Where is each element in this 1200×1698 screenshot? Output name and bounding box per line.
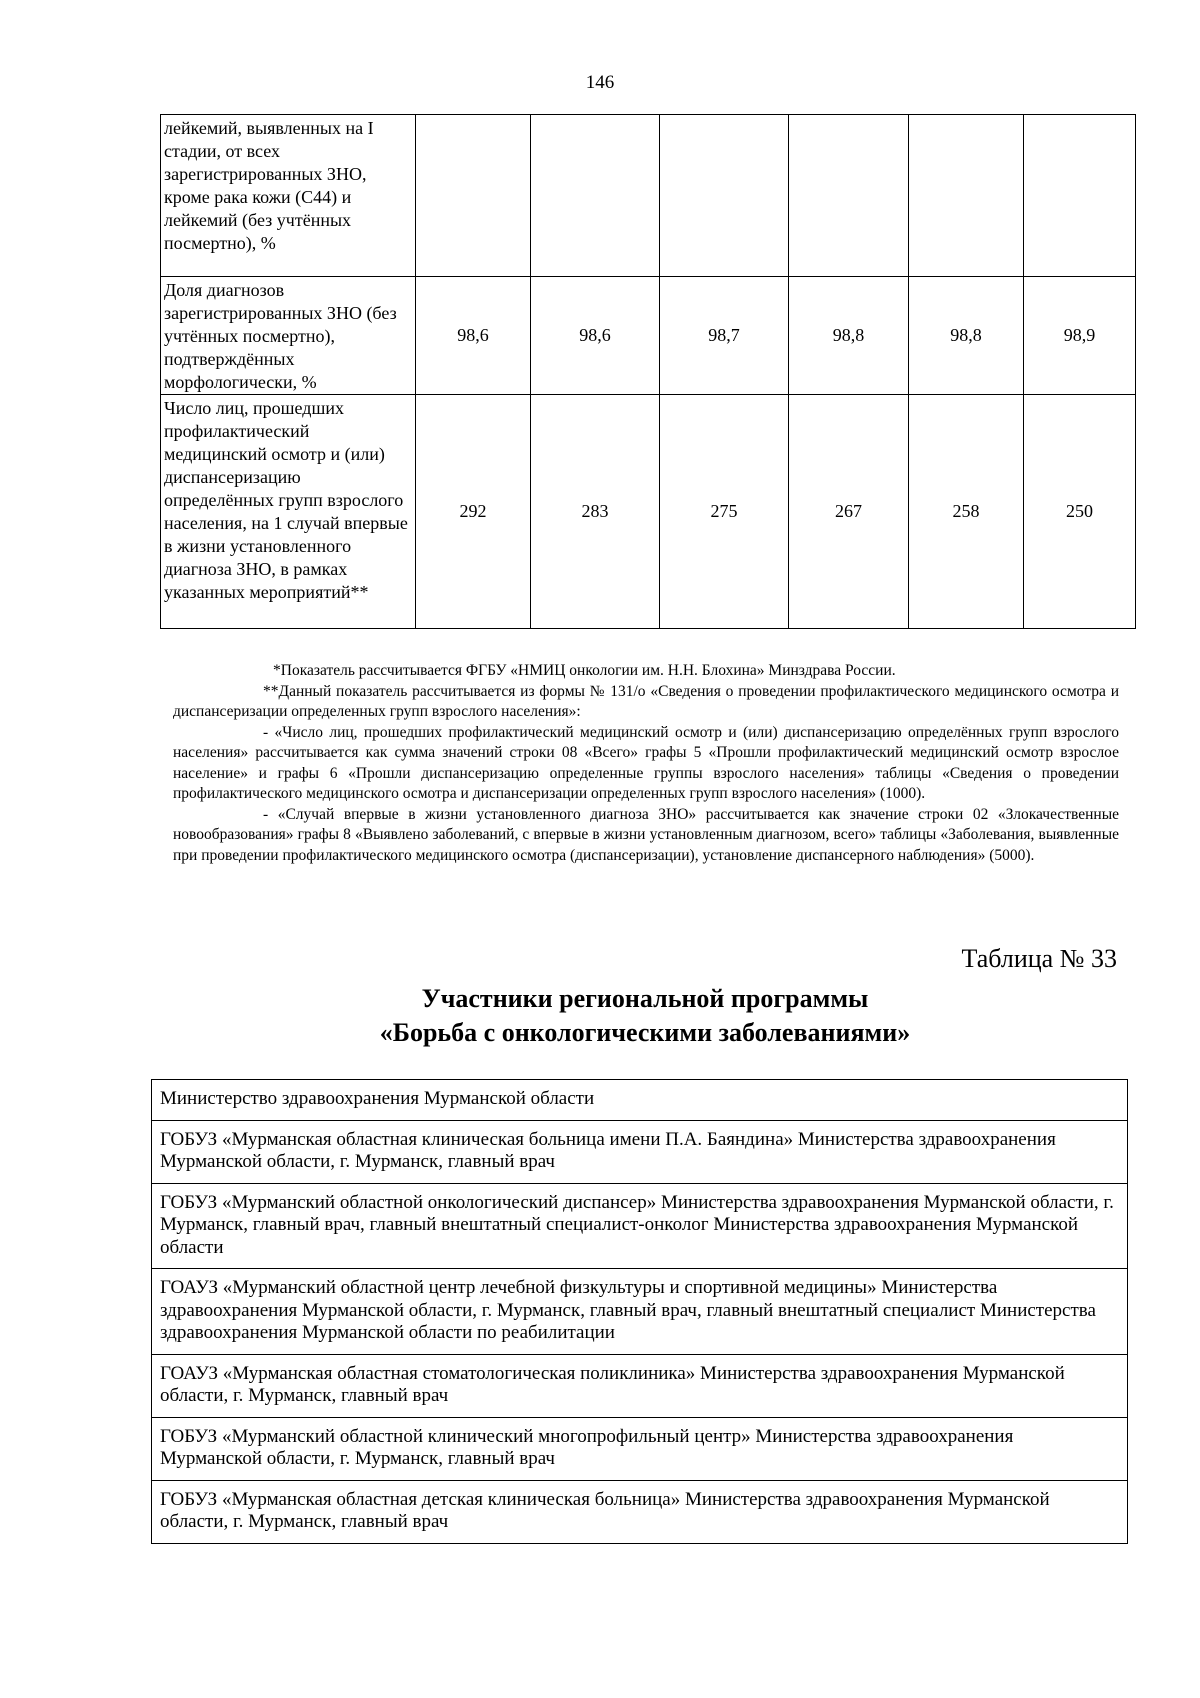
indicator-value: 267 (789, 395, 909, 629)
table-row (152, 1120, 1128, 1183)
indicator-value (531, 115, 660, 277)
participant-cell: ГОБУЗ «Мурманский областной клинический многопрофильный центр» Министерства здравоохранения Мурманской области, г. Мурманск, главный врач (152, 1417, 1128, 1480)
indicator-value: 258 (909, 395, 1024, 629)
indicator-value: 98,6 (416, 277, 531, 395)
footnote: - «Случай впервые в жизни установленного диагноза ЗНО» рассчитывается как значение строки 02 «Злокачественные новообразования» графы 8 «Выявлено заболеваний, с впервые в жизни установленным диагнозом, всего» таблицы «Заболевания, выявленные при проведении профилактического медицинского осмотра (диспансеризации), установление диспансерного наблюдения» (5000). (173, 805, 1119, 864)
footnotes (173, 661, 1119, 866)
footnote: *Показатель рассчитывается ФГБУ «НМИЦ онкологии им. Н.Н. Блохина» Минздрава России. (273, 662, 896, 679)
indicator-value: 292 (416, 395, 531, 629)
participant-cell: ГОБУЗ «Мурманский областной онкологический диспансер» Министерства здравоохранения Мурманской области, г. Мурманск, главный врач, главный внештатный специалист-онколог Министерства здравоохранения Мурманской области (152, 1183, 1128, 1269)
table-row (152, 1480, 1128, 1543)
table-row (161, 277, 1136, 395)
participant-cell: ГОАУЗ «Мурманский областной центр лечебной физкультуры и спортивной медицины» Министерства здравоохранения Мурманской области, г. Мурманск, главный врач, главный внештатный специалист Министерства здравоохранения Мурманской области по реабилитации (152, 1269, 1128, 1355)
footnote: - «Число лиц, прошедших профилактический медицинский осмотр и (или) диспансеризацию определённых групп взрослого населения» рассчитывается как сумма значений строки 08 «Всего» графы 5 «Прошли профилактический медицинский осмотр взрослое население» и графы 6 «Прошли диспансеризацию определенные группы взрослого населения» таблицы «Сведения о проведении профилактического медицинского осмотра и диспансеризации определенных групп взрослого населения» (1000). (173, 723, 1119, 802)
table-row (152, 1080, 1128, 1121)
indicator-value (789, 115, 909, 277)
participants-table (151, 1079, 1128, 1544)
indicator-label: Доля диагнозов зарегистрированных ЗНО (без учтённых посмертно), подтверждённых морфологически, % (161, 277, 416, 395)
indicator-value: 98,8 (789, 277, 909, 395)
indicator-label: лейкемий, выявленных на I стадии, от всех зарегистрированных ЗНО, кроме рака кожи (С44) и лейкемий (без учтённых посмертно), % (161, 115, 416, 277)
indicator-value: 250 (1024, 395, 1136, 629)
table-row (152, 1183, 1128, 1269)
indicator-value: 283 (531, 395, 660, 629)
participant-cell: Министерство здравоохранения Мурманской области (152, 1080, 1128, 1121)
indicator-label: Число лиц, прошедших профилактический медицинский осмотр и (или) диспансеризацию определённых групп взрослого населения, на 1 случай впервые в жизни установленного диагноза ЗНО, в рамках указанных мероприятий** (161, 395, 416, 629)
footnote: **Данный показатель рассчитывается из формы № 131/о «Сведения о проведении профилактического медицинского осмотра и диспансеризации определенных групп взрослого населения»: (173, 682, 1119, 720)
table-number: Таблица № 33 (961, 944, 1117, 973)
table-row (161, 395, 1136, 629)
table-row (161, 115, 1136, 277)
indicators-table (160, 114, 1136, 629)
participant-cell: ГОБУЗ «Мурманская областная детская клиническая больница» Министерства здравоохранения Мурманской области, г. Мурманск, главный врач (152, 1480, 1128, 1543)
indicator-value: 98,8 (909, 277, 1024, 395)
table-row (152, 1354, 1128, 1417)
indicator-value: 98,7 (660, 277, 789, 395)
indicator-value: 275 (660, 395, 789, 629)
participant-cell: ГОАУЗ «Мурманская областная стоматологическая поликлиника» Министерства здравоохранения Мурманской области, г. Мурманск, главный врач (152, 1354, 1128, 1417)
indicator-value: 98,9 (1024, 277, 1136, 395)
indicator-value: 98,6 (531, 277, 660, 395)
table-row (152, 1269, 1128, 1355)
indicator-value (1024, 115, 1136, 277)
participant-cell: ГОБУЗ «Мурманская областная клиническая больница имени П.А. Баяндина» Министерства здравоохранения Мурманской области, г. Мурманск, главный врач (152, 1120, 1128, 1183)
section-title-line: Участники региональной программы (421, 984, 869, 1013)
table-row (152, 1417, 1128, 1480)
indicator-value (909, 115, 1024, 277)
indicator-value (416, 115, 531, 277)
section-title-line: «Борьба с онкологическими заболеваниями» (379, 1018, 911, 1047)
section-title (0, 982, 1200, 1050)
indicator-value (660, 115, 789, 277)
page-number: 146 (585, 72, 615, 93)
